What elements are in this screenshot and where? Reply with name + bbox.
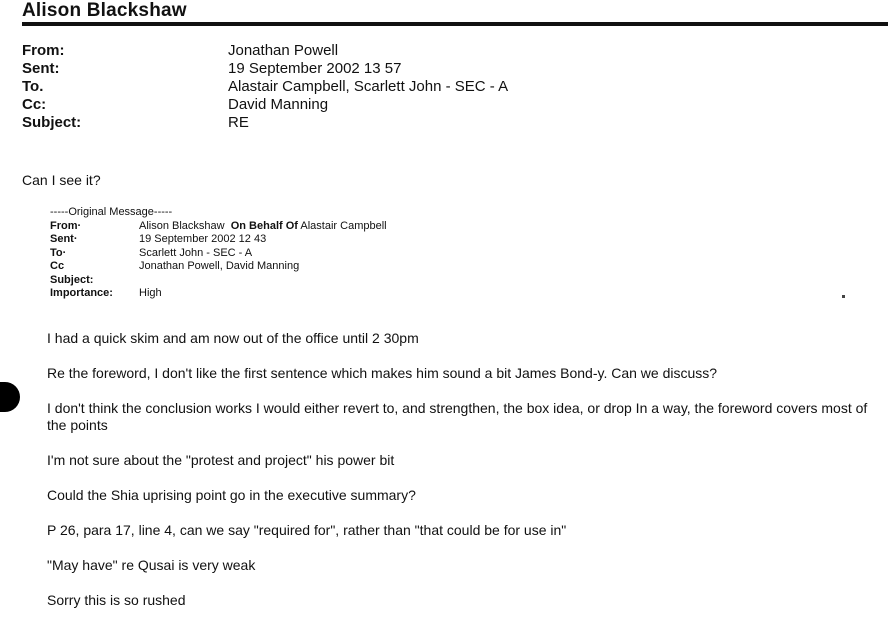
scan-speck [842, 295, 845, 298]
orig-subject-label: Subject: [50, 273, 94, 286]
header-to-label: To. [22, 78, 44, 95]
orig-from-row [50, 220, 650, 234]
original-message-divider: -----Original Message----- [50, 206, 173, 218]
orig-from-label: From· [50, 219, 82, 232]
orig-from-name: Alison Blackshaw [139, 219, 225, 232]
original-message [50, 206, 650, 301]
email-header [22, 42, 622, 132]
header-sent-label: Sent: [22, 60, 60, 77]
header-sent-row [22, 60, 622, 78]
orig-on-behalf: On Behalf Of [230, 219, 298, 232]
header-sent-value: 19 September 2002 13 57 [228, 60, 402, 77]
header-from-label: From: [22, 42, 65, 59]
orig-subject-row [50, 274, 650, 288]
body-paragraph: I had a quick skim and am now out of the office until 2 30pm [47, 330, 419, 346]
header-to-row [22, 78, 622, 96]
header-cc-value: David Manning [228, 96, 329, 113]
orig-cc-value: Jonathan Powell, David Manning [139, 260, 300, 272]
header-subject-row [22, 114, 622, 132]
header-cc-row [22, 96, 622, 114]
body-paragraph: Could the Shia uprising point go in the executive summary? [47, 487, 416, 503]
header-from-row [22, 42, 622, 60]
title-rule [22, 22, 888, 26]
orig-to-row [50, 247, 650, 261]
body-paragraph: "May have" re Qusai is very weak [47, 557, 256, 573]
orig-sent-row [50, 233, 650, 247]
document-title: Alison Blackshaw [22, 0, 187, 21]
orig-to-label: To· [50, 246, 67, 259]
reply-text: Can I see it? [22, 172, 101, 188]
punch-hole-mark [0, 382, 20, 412]
body-paragraph: Re the foreword, I don't like the first sentence which makes him sound a bit James Bond-y. Can we discuss? [47, 365, 718, 381]
orig-sent-label: Sent· [50, 233, 78, 245]
orig-importance-label: Importance: [50, 287, 113, 299]
header-subject-label: Subject: [22, 114, 82, 131]
orig-subject-value [139, 274, 650, 288]
header-to-value: Alastair Campbell, Scarlett John - SEC - A [228, 78, 509, 95]
orig-sent-value: 19 September 2002 12 43 [139, 233, 267, 245]
header-cc-label: Cc: [22, 96, 47, 113]
body-paragraph: I'm not sure about the "protest and project" his power bit [47, 452, 395, 468]
orig-importance-value: High [139, 287, 162, 299]
body-paragraph: I don't think the conclusion works I would either revert to, and strengthen, the box idea, or drop In a way, the foreword covers most of the points [47, 400, 868, 433]
orig-cc-label: Cc [50, 260, 65, 272]
orig-cc-row [50, 260, 650, 274]
orig-behalf-name: Alastair Campbell [300, 219, 387, 232]
header-from-value: Jonathan Powell [228, 42, 339, 59]
orig-importance-row [50, 287, 650, 301]
body-paragraph: P 26, para 17, line 4, can we say "required for", rather than "that could be for use in" [47, 522, 567, 538]
orig-to-value: Scarlett John - SEC - A [139, 246, 253, 259]
body-paragraph: Sorry this is so rushed [47, 592, 186, 608]
orig-from-value [139, 220, 650, 234]
header-subject-value: RE [228, 114, 249, 131]
message-body [47, 330, 877, 627]
